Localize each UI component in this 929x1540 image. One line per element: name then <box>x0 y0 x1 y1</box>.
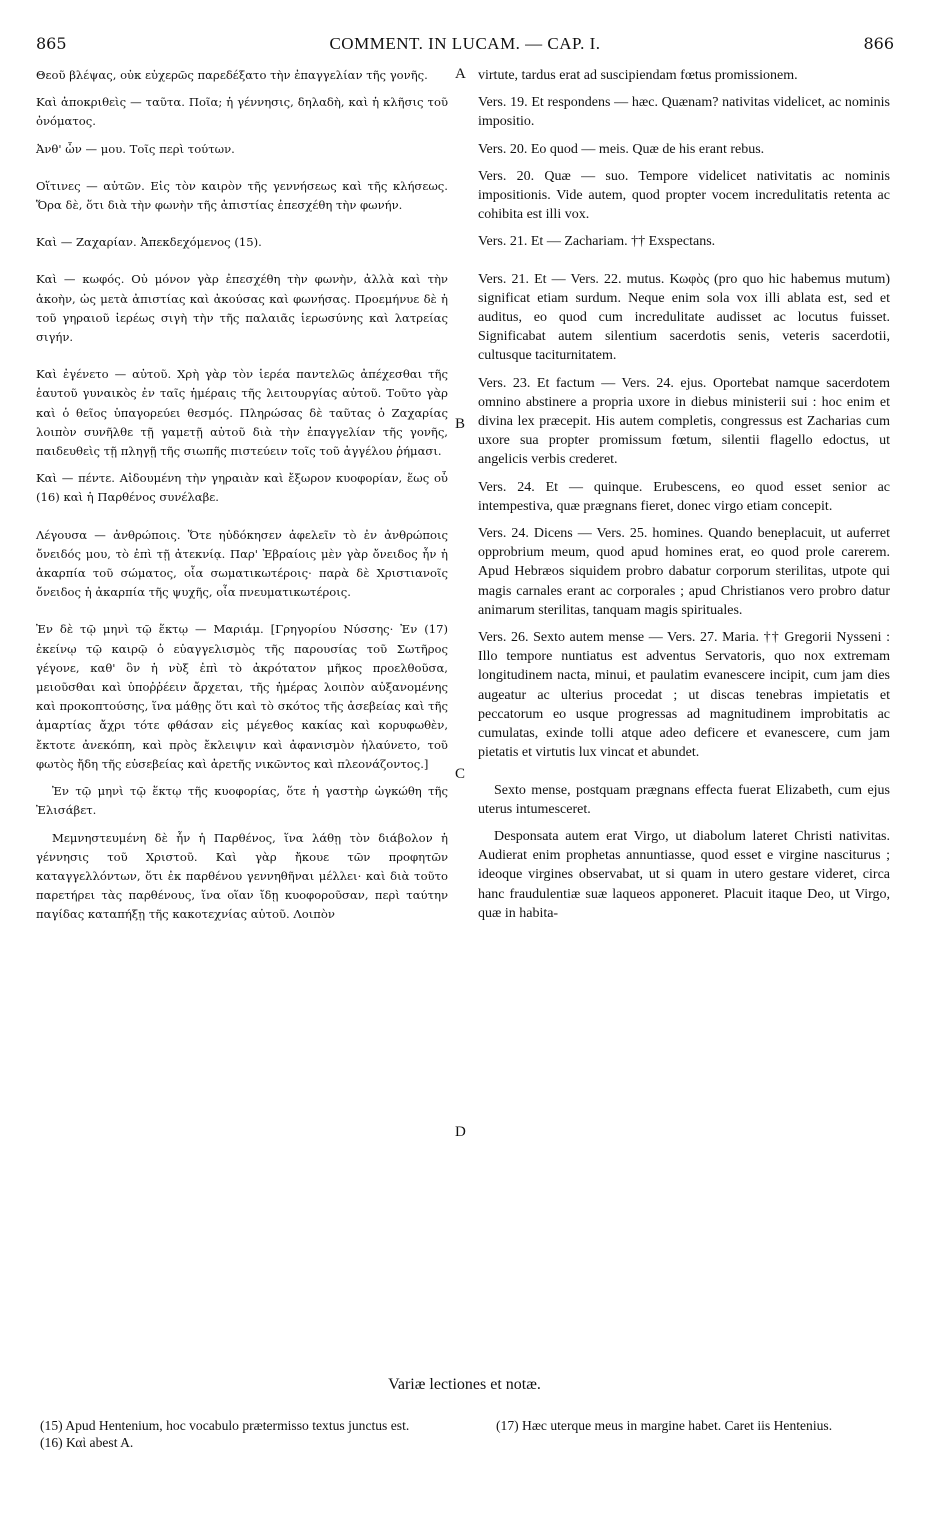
latin-paragraph: Vers. 24. Dicens — Vers. 25. homines. Quando beneplacuit, ut auferret opprobrium meum, quod apud homines erat, eo quod prole carerem. Apud Hebræos siquidem probro dabatur corporum sterilitas, utpote qui magis carnales erant ac corporales ; apud Christianos vero probro datur animarum sterilitas, tanquam magis spirituales. <box>478 526 890 618</box>
greek-column <box>36 66 448 933</box>
latin-paragraph: Vers. 23. Et factum — Vers. 24. ejus. Oportebat namque sacerdotem omnino abstinere a propria uxore in diebus ministerii sui : hoc enim et divina lex præcepit. His autem completis, congressus est Zacharias cum uxore sua propter promissum fœtum, silentii flagello edoctus, ut angelicis verbis crederet. <box>478 375 890 468</box>
latin-paragraph: Desponsata autem erat Virgo, ut diabolum lateret Christi nativitas. Audierat enim prophetas annuntiasse, quod esset e virgine nasciturus ; ideoque virgines observabat, ut si quam in utero gestare videret, circa hanc fraudulentiæ suæ laqueos apponeret. Placuit itaque Deo, ut Virgo, quæ in habita- <box>478 828 890 921</box>
latin-column <box>478 66 890 931</box>
greek-paragraph: Καὶ — πέντε. Αἰδουμένη τὴν γηραιὰν καὶ ἔξωρον κυοφορίαν, ἕως οὗ (16) καὶ ἡ Παρθένος συνέλαβε. <box>36 471 448 505</box>
latin-paragraph: virtute, tardus erat ad suscipiendam fœtus promissionem. <box>478 68 798 83</box>
latin-paragraph: Vers. 19. Et respondens — hæc. Quænam? nativitas videlicet, ac nominis impositio. <box>478 95 890 130</box>
greek-paragraph: Καὶ ἐγένετο — αὐτοῦ. Χρὴ γὰρ τὸν ἱερέα παντελῶς ἀπέχεσθαι τῆς ἑαυτοῦ γυναικὸς ἐν ταῖς ἡμέραις τῆς λειτουργίας αὐτοῦ. Τοῦτο γὰρ καὶ ὁ θεῖος ὑπαγορεύει θεσμός. Πληρώσας δὲ ταῦτας ὁ Ζαχαρίας λοιπὸν συνῆλθε τῇ γαμετῇ αὐτοῦ διὰ τὴν ἐπαγγελίαν τῆς γονῆς, παιδευθεὶς τῇ πληγῇ τῆς σιωπῆς πιστεύειν τοῖς τοῦ ἀγγέλου ῥήμασι. <box>36 367 448 459</box>
notes-heading: Variæ lectiones et notæ. <box>388 1376 541 1393</box>
page-number-left: 865 <box>36 34 67 53</box>
footnote: (15) Apud Hentenium, hoc vocabulo prætermisso textus junctus est. <box>40 1418 410 1433</box>
footnote: (16) Καὶ abest A. <box>40 1434 134 1450</box>
margin-marker-a: A <box>455 66 466 82</box>
greek-paragraph: Καὶ — Ζαχαρίαν. Ἀπεκδεχόμενος (15). <box>36 235 262 250</box>
latin-paragraph: Vers. 20. Eo quod — meis. Quæ de his erant rebus. <box>478 141 765 157</box>
latin-paragraph: Sexto mense, postquam prægnans effecta fuerat Elizabeth, cum ejus uterus intumesceret. <box>478 782 890 817</box>
greek-paragraph: Καὶ — κωφός. Οὐ μόνον γὰρ ἐπεσχέθη τὴν φωνὴν, ἀλλὰ καὶ τὴν ἀκοὴν, ὡς μετὰ ἀπιστίας καὶ ἀκούσας καὶ φωνήσας. Προεμήνυε δὲ ἡ τοῦ γηραιοῦ ἱερέως σιγὴ τὴν τῆς παλαιᾶς ἱερωσύνης καὶ λατρείας σιγήν. <box>36 272 448 345</box>
notes-left <box>40 1418 450 1451</box>
greek-paragraph: Ἐν τῷ μηνὶ τῷ ἕκτῳ τῆς κυοφορίας, ὅτε ἡ γαστὴρ ὠγκώθη τῆς Ἐλισάβετ. <box>36 784 448 818</box>
margin-marker-d: D <box>455 1124 466 1140</box>
greek-paragraph: Μεμνηστευμένη δὲ ἦν ἡ Παρθένος, ἵνα λάθῃ τὸν διάβολον ἡ γέννησις τοῦ Χριστοῦ. Καὶ γὰρ ἤκουε τῶν προφητῶν καταγγελλόντων, ὅτι ἐκ παρθένου γεννηθῆναι μέλλει· καὶ διὰ τοῦτο παρετήρει τὰς παρθένους, ἵνα οἵαν ἴδῃ κυοφοροῦσαν, περὶ ταύτην παγίδας καταπήξῃ τῆς κακοτεχνίας αὐτοῦ. Λοιπὸν <box>36 830 448 922</box>
greek-paragraph: Καὶ ἀποκριθεὶς — ταῦτα. Ποῖα; ἡ γέννησις, δηλαδὴ, καὶ ἡ κλῆσις τοῦ ὀνόματος. <box>36 95 448 129</box>
running-header <box>36 34 894 58</box>
latin-paragraph: Vers. 26. Sexto autem mense — Vers. 27. Maria. †† Gregorii Nysseni : Illo tempore nuntiatus est adventus Servatoris, quo nox extremam longitudinem nacta, minui, et paulatim evanescere incipit, cum jam dies augeatur ac ulterius procedat ; ut discas tenebras impietatis et peccatorum eo usque progressas ad magnitudinem improbitatis ac cumulatas, exinde tolli atque adeo deficere et evanescere, cum jam pietatis et virtutis lux vincat et abundet. <box>478 630 890 761</box>
margin-marker-b: B <box>455 416 466 432</box>
margin-marker-c: C <box>455 766 466 782</box>
notes-right <box>496 1418 896 1435</box>
greek-paragraph: Λέγουσα — ἀνθρώποις. Ὅτε ηὐδόκησεν ἀφελεῖν τὸ ἐν ἀνθρώποις ὄνειδός μου, τὸ ἐπὶ τῇ ἀτεκνίᾳ. Παρ' Ἑβραίοις μὲν γὰρ ὄνειδος ἦν ἡ ἀκαρπία τοῦ σώματος, οἷα σωματικωτέροις· παρὰ δὲ Χριστιανοῖς ὄνειδος ἡ ἀκαρπία τῆς ψυχῆς, οἷα πνευματικωτέροις. <box>36 527 448 600</box>
greek-paragraph: Θεοῦ βλέψας, οὐκ εὐχερῶς παρεδέξατο τὴν ἐπαγγελίαν τῆς γονῆς. <box>36 68 428 82</box>
page-number-right: 866 <box>863 34 894 53</box>
greek-paragraph: Ἐν δὲ τῷ μηνὶ τῷ ἕκτῳ — Μαριάμ. [Γρηγορίου Νύσσης· Ἐν (17) ἐκείνῳ τῷ καιρῷ ὁ εὐαγγελισμὸς τῆς παρουσίας τοῦ Σωτῆρος γέγονε, καθ' ὃν ἡ νὺξ ἐπὶ τὸ ἀκρότατον μῆκος προελθοῦσα, μειοῦσθαι καὶ ὑποῤῥέειν ἄρχεται, τῆς ἡμέρας λοιπὸν αὐξανομένης καὶ προκοπτούσης, ἵνα μάθῃς ὅτι καὶ τὸ σκότος τῆς ἀσεβείας καὶ τῆς ἁμαρτίας ἄχρι τότε φθάσαν εἰς μέγεθος κακίας καὶ κορυφωθὲν, ἔκτοτε ἀνεκόπη, καὶ πρὸς ἔκλειψιν καὶ ἀφανισμὸν ἠλαύνετο, τοῦ φωτὸς ἤδη τῆς εὐσεβείας καὶ ἀρετῆς νικῶντος καὶ πλεονάζοντος.] <box>36 622 448 771</box>
latin-paragraph: Vers. 21. Et — Vers. 22. mutus. Κωφὸς (pro quo hic habemus mutum) significat etiam surdum. Neque enim sola vox illi ablata est, sed et auditus, eo quod cum incredulitate audisset ac locutus fuisset. Significabat autem silentium sacerdotis senis, veteris sacerdotii, cultusque taciturnitatem. <box>478 271 890 364</box>
footnote: (17) Hæc uterque meus in margine habet. Caret iis Hentenius. <box>496 1418 833 1433</box>
greek-paragraph: Ἀνθ' ὧν — μου. Τοῖς περὶ τούτων. <box>36 141 235 156</box>
latin-paragraph: Vers. 21. Et — Zachariam. †† Exspectans. <box>478 234 716 250</box>
greek-paragraph: Οἵτινες — αὐτῶν. Εἰς τὸν καιρὸν τῆς γεννήσεως καὶ τῆς κλήσεως. Ὅρα δὲ, ὅτι διὰ τὴν φωνὴν τῆς ἀπιστίας ἐπεσχέθη τὴν φωνήν. <box>36 178 448 213</box>
latin-paragraph: Vers. 20. Quæ — suo. Tempore videlicet nativitatis ac nominis impositionis. Vide autem, quod propter vocem incredulitatis retenta ac cohibita est illi vox. <box>478 168 890 223</box>
page-title: COMMENT. IN LUCAM. — CAP. I. <box>329 34 601 53</box>
latin-paragraph: Vers. 24. Et — quinque. Erubescens, eo quod esset senior ac intempestiva, quæ prægnans fieret, donec virgo etiam concepit. <box>478 479 890 514</box>
